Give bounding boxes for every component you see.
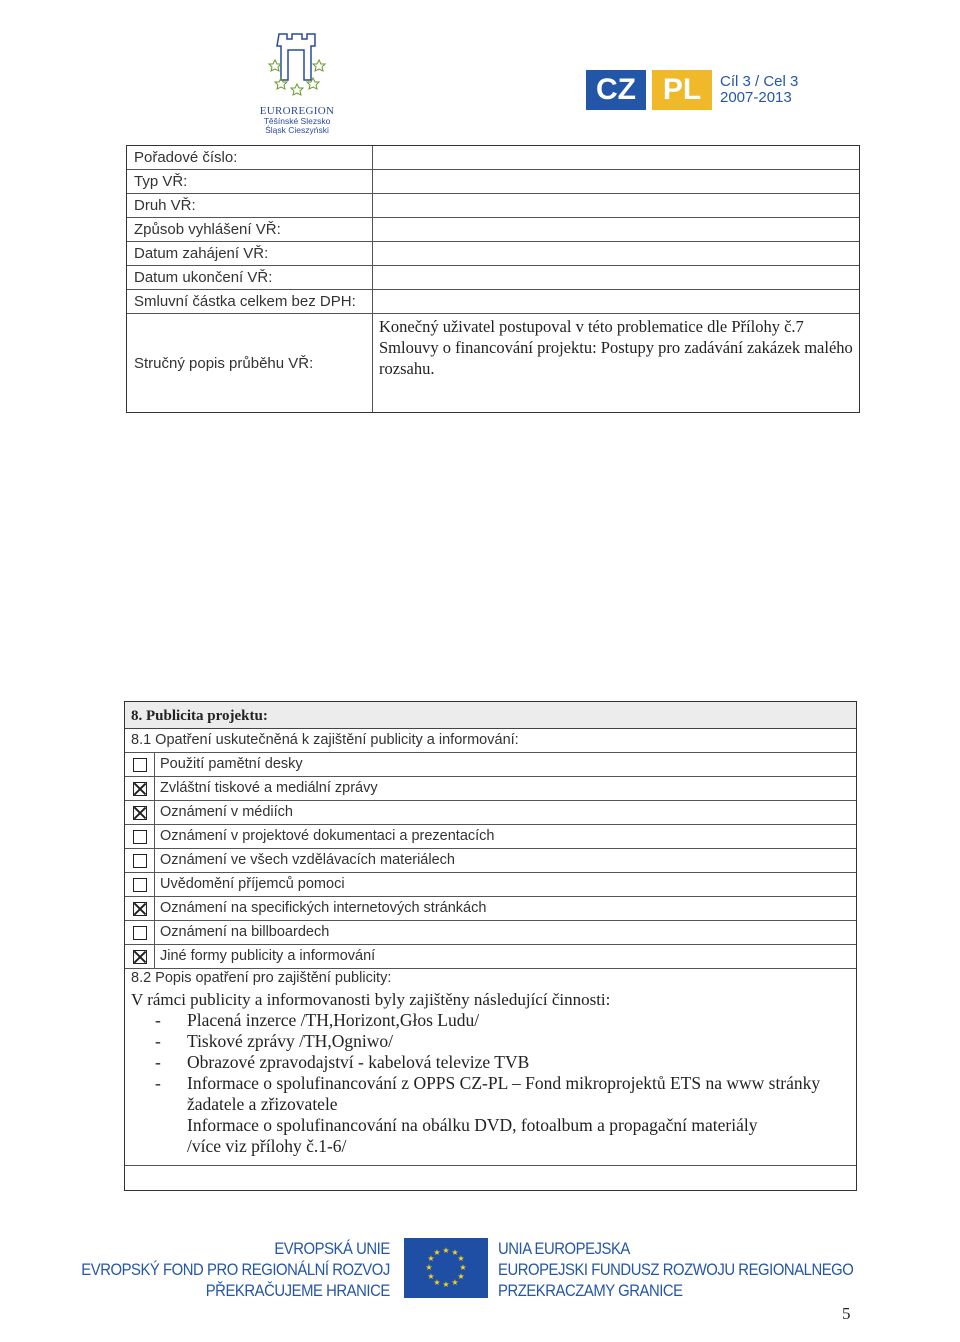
table-row xyxy=(127,218,859,242)
eu-flag-icon xyxy=(404,1238,488,1298)
footer-cz-line: EVROPSKÁ UNIE xyxy=(274,1240,390,1258)
checkbox-unchecked[interactable] xyxy=(133,926,147,940)
checkbox-row xyxy=(125,873,856,897)
tender-info-table xyxy=(126,145,860,413)
attachments-note: /více viz přílohy č.1-6/ xyxy=(187,1136,347,1156)
checkbox-checked[interactable] xyxy=(133,950,147,964)
row-label: Pořadové číslo: xyxy=(127,146,373,169)
svg-text:★: ★ xyxy=(433,1278,441,1287)
row-label: Datum zahájení VŘ: xyxy=(127,242,373,265)
svg-text:★: ★ xyxy=(427,1254,435,1263)
checkbox-label: Uvědomění příjemců pomoci xyxy=(160,876,345,892)
svg-text:★: ★ xyxy=(457,1272,465,1281)
blank-row xyxy=(125,1166,856,1190)
publicity-table xyxy=(124,701,857,1191)
row-value xyxy=(373,242,859,265)
row-value xyxy=(373,218,859,241)
logo-cz: CZ xyxy=(586,70,646,110)
checkbox-label: Použití pamětní desky xyxy=(160,756,303,772)
list-item: - Tiskové zprávy /TH,Ogniwo/ xyxy=(155,1031,393,1051)
checkbox-checked[interactable] xyxy=(133,806,147,820)
czpl-program-logo xyxy=(586,70,798,110)
row-label: Způsob vyhlášení VŘ: xyxy=(127,218,373,241)
table-row xyxy=(127,194,859,218)
svg-text:★: ★ xyxy=(459,1263,467,1272)
row-value xyxy=(373,290,859,313)
row-value xyxy=(373,194,859,217)
checkbox-unchecked[interactable] xyxy=(133,878,147,892)
checkbox-row xyxy=(125,777,856,801)
extra-info: Informace o spolufinancování na obálku DVD, fotoalbum a propagační materiály xyxy=(187,1115,758,1135)
checkbox-row xyxy=(125,825,856,849)
checkbox-row xyxy=(125,897,856,921)
checkbox-row xyxy=(125,945,856,969)
description-intro: V rámci publicity a informovanosti byly zajištěny následující činnosti: xyxy=(131,990,611,1009)
row-value xyxy=(373,266,859,289)
table-row xyxy=(127,290,859,314)
checkbox-label: Oznámení na billboardech xyxy=(160,924,330,940)
list-item: - Obrazové zpravodajství - kabelová televize TVB xyxy=(155,1052,530,1072)
row-value xyxy=(373,146,859,169)
checkbox-checked[interactable] xyxy=(133,902,147,916)
table-row xyxy=(127,170,859,194)
svg-text:★: ★ xyxy=(427,1272,435,1281)
section-heading: 8. Publicita projektu: xyxy=(125,702,856,729)
row-label: Smluvní částka celkem bez DPH: xyxy=(127,290,373,313)
euroregion-sub-cz: Těšínské Slezsko xyxy=(263,116,331,126)
checkbox-unchecked[interactable] xyxy=(133,830,147,844)
subsection-8-2: 8.2 Popis opatření pro zajištění publicity: xyxy=(131,970,392,986)
activity-list xyxy=(131,1010,850,1115)
checkbox-label: Oznámení ve všech vzdělávacích materiálech xyxy=(160,852,455,868)
table-row xyxy=(127,146,859,170)
summary-label: Stručný popis průběhu VŘ: xyxy=(127,314,373,412)
footer-cz-line: EVROPSKÝ FOND PRO REGIONÁLNÍ ROZVOJ xyxy=(81,1261,390,1279)
footer-cz-line: PŘEKRAČUJEME HRANICE xyxy=(205,1282,390,1300)
checkbox-unchecked[interactable] xyxy=(133,758,147,772)
checkbox-row xyxy=(125,849,856,873)
publicity-description xyxy=(125,969,856,1166)
logo-cil: Cíl 3 / Cel 3 xyxy=(720,73,799,90)
table-row xyxy=(127,242,859,266)
summary-value: Konečný uživatel postupoval v této problematice dle Přílohy č.7 Smlouvy o financování projektu: Postupy pro zadávání zakázek malého rozsahu. xyxy=(379,317,853,378)
row-label: Typ VŘ: xyxy=(127,170,373,193)
checkbox-label: Oznámení v médiích xyxy=(160,804,293,820)
euroregion-sub-pl: Śląsk Cieszyński xyxy=(265,125,329,135)
logo-years: 2007-2013 xyxy=(720,89,792,106)
checkbox-row xyxy=(125,921,856,945)
checkbox-label: Oznámení na specifických internetových stránkách xyxy=(160,900,487,916)
svg-text:★: ★ xyxy=(457,1254,465,1263)
footer-pl-text xyxy=(498,1239,853,1302)
checkbox-label: Zvláštní tiskové a mediální zprávy xyxy=(160,780,378,796)
row-value xyxy=(373,170,859,193)
checkbox-row xyxy=(125,753,856,777)
row-label: Druh VŘ: xyxy=(127,194,373,217)
list-item: - Placená inzerce /TH,Horizont,Głos Ludu/ xyxy=(155,1010,480,1030)
list-item: - Informace o spolufinancování z OPPS CZ-PL – Fond mikroprojektů ETS na www stránky žadatele a zřizovatele xyxy=(155,1073,821,1114)
svg-text:★: ★ xyxy=(442,1280,450,1289)
checkbox-unchecked[interactable] xyxy=(133,854,147,868)
table-row xyxy=(127,266,859,290)
checkbox-label: Jiné formy publicity a informování xyxy=(160,948,376,964)
checkbox-checked[interactable] xyxy=(133,782,147,796)
euroregion-logo xyxy=(252,30,342,135)
euroregion-name: EUROREGION xyxy=(259,105,335,117)
svg-text:★: ★ xyxy=(425,1263,433,1272)
footer-pl-line: EUROPEJSKI FUNDUSZ ROZWOJU REGIONALNEGO xyxy=(498,1261,854,1279)
logo-pl: PL xyxy=(652,70,712,110)
checkbox-label: Oznámení v projektové dokumentaci a prezentacích xyxy=(160,828,495,844)
footer-pl-line: PRZEKRACZAMY GRANICE xyxy=(498,1282,683,1300)
svg-text:★: ★ xyxy=(433,1248,441,1257)
svg-text:★: ★ xyxy=(451,1248,459,1257)
svg-text:★: ★ xyxy=(451,1278,459,1287)
subsection-8-1: 8.1 Opatření uskutečněná k zajištění publicity a informování: xyxy=(125,729,856,753)
footer-cz-text xyxy=(81,1239,390,1302)
checkbox-row xyxy=(125,801,856,825)
table-row xyxy=(127,314,859,412)
row-label: Datum ukončení VŘ: xyxy=(127,266,373,289)
footer-pl-line: UNIA EUROPEJSKA xyxy=(498,1240,630,1258)
tower-icon xyxy=(267,30,327,100)
svg-text:★: ★ xyxy=(442,1246,450,1255)
page-number: 5 xyxy=(842,1304,851,1323)
